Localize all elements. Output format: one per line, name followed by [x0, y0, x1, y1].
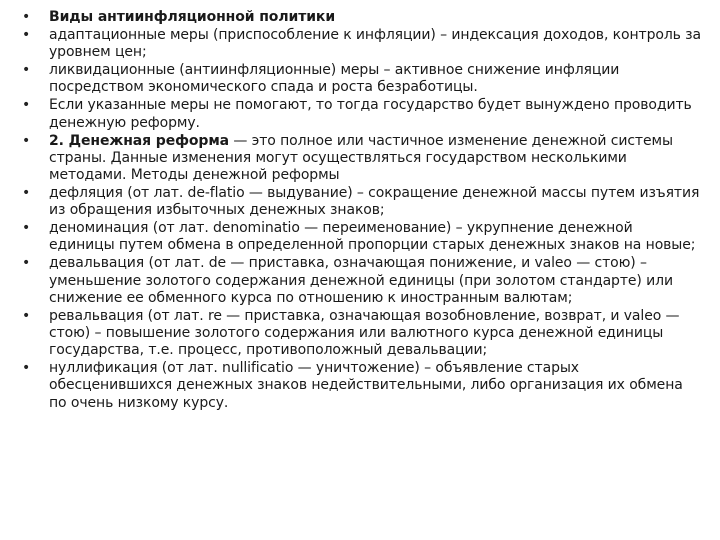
list-item: [22, 220, 702, 254]
bullet-dot-icon: •: [22, 185, 31, 202]
subsection-heading: 2. Денежная реформа: [49, 132, 230, 149]
list-item: [22, 133, 702, 185]
list-item: [22, 9, 702, 26]
bullet-dot-icon: •: [22, 307, 31, 324]
list-item: [22, 27, 702, 61]
bullet-dot-icon: •: [22, 220, 31, 237]
list-item: [22, 62, 702, 96]
section-heading: Виды антиинфляционной политики: [49, 9, 336, 25]
list-item-text: девальвация (от лат. de — приставка, означающая понижение, и valeo — стою) – уменьшение золотого содержания денежной единицы (при золотом стандарте) или снижение ее обменного курса по отношению к иностранным валютам;: [49, 255, 673, 306]
bullet-list: [22, 9, 702, 413]
list-item: [22, 185, 702, 219]
list-item: [22, 308, 702, 360]
list-item: [22, 97, 702, 131]
list-item-text: адаптационные меры (приспособление к инфляции) – индексация доходов, контроль за уровнем цен;: [49, 27, 702, 61]
bullet-dot-icon: •: [22, 9, 31, 25]
list-item: [22, 255, 702, 307]
list-item-text: — это полное или частичное изменение денежной системы страны. Данные изменения могут осуществляться государством несколькими методами. Методы денежной реформы: [49, 132, 673, 184]
list-item-text: нуллификация (от лат. nullificatio — уничтожение) – объявление старых обесценившихся денежных знаков недействительными, либо организация их обмена по очень низкому курсу.: [49, 360, 683, 411]
bullet-dot-icon: •: [22, 27, 31, 43]
bullet-dot-icon: •: [22, 360, 31, 377]
list-item-text: деноминация (от лат. denominatio — переименование) – укрупнение денежной единицы путем обмена в определенной пропорции старых денежных знаков на новые;: [49, 220, 696, 254]
list-item-text: Если указанные меры не помогают, то тогда государство будет вынуждено проводить денежную реформу.: [49, 97, 692, 131]
bullet-dot-icon: •: [22, 255, 31, 272]
list-item-text: ревальвация (от лат. re — приставка, означающая возобновление, возврат, и valeo — стою) – повышение золотого содержания или валютного курса денежной единицы государства, т.е. процесс, противоположный девальвации;: [49, 307, 680, 359]
list-item-text: дефляция (от лат. de-flatio — выдувание) – сокращение денежной массы путем изъятия из обращения избыточных денежных знаков;: [49, 185, 700, 219]
bullet-dot-icon: •: [22, 132, 31, 149]
list-item-text: ликвидационные (антиинфляционные) меры – активное снижение инфляции посредством экономического спада и роста безработицы.: [49, 62, 620, 96]
bullet-dot-icon: •: [22, 97, 31, 114]
list-item: [22, 360, 702, 412]
bullet-dot-icon: •: [22, 62, 31, 79]
